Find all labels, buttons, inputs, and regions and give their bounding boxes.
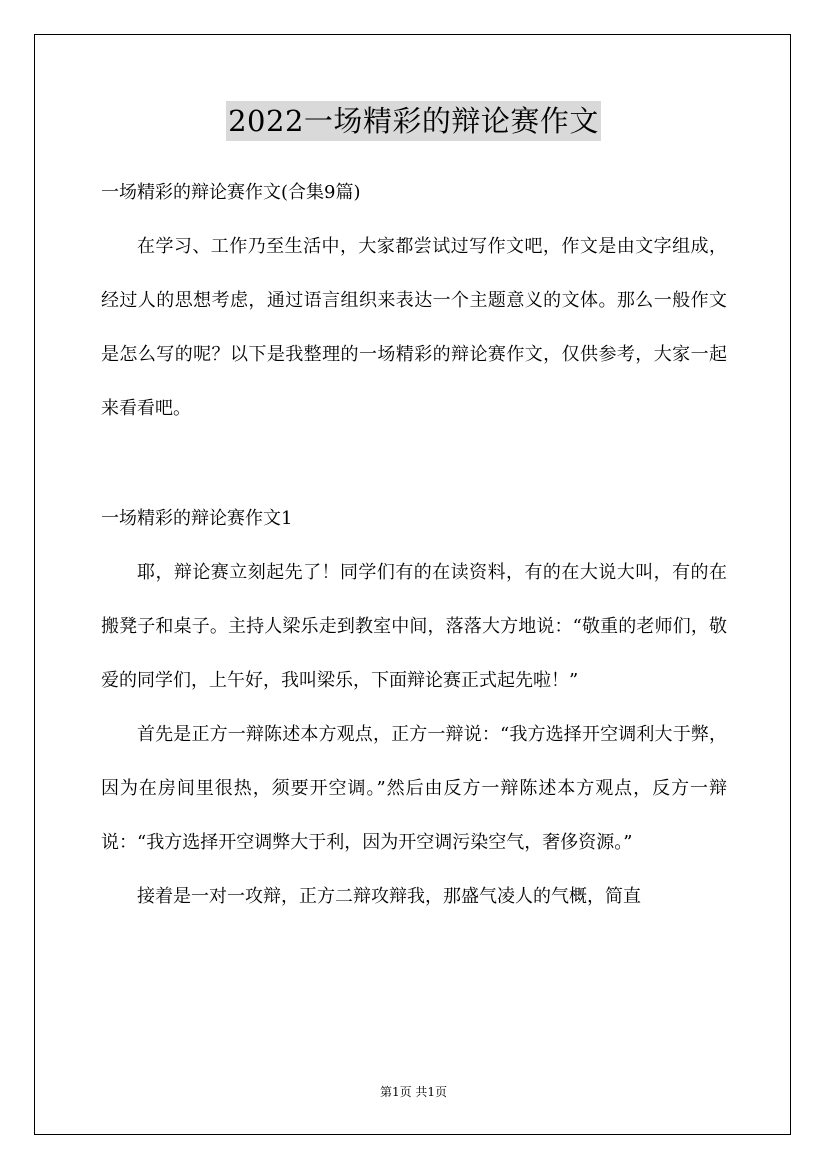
page-footer: 第1页 共1页 bbox=[379, 1085, 448, 1099]
essay-paragraph-2: 首先是正方一辩陈述本方观点，正方一辩说：“我方选择开空调利大于弊，因为在房间里很热，须要开空调。”然后由反方一辩陈述本方观点，反方一辩说：“我方选择开空调弊大于利，因为开空调污染空气，奢侈资源。” bbox=[101, 724, 727, 853]
document-title: 2022一场精彩的辩论赛作文 bbox=[226, 101, 601, 141]
section-heading: 一场精彩的辩论赛作文1 bbox=[101, 508, 293, 529]
intro-section bbox=[101, 220, 727, 436]
essay-paragraph-1: 耶，辩论赛立刻起先了！同学们有的在读资料，有的在大说大叫，有的在搬凳子和桌子。主持人梁乐走到教室中间，落落大方地说：“敬重的老师们，敬爱的同学们，上午好，我叫梁乐，下面辩论赛正式起先啦！” bbox=[101, 562, 727, 691]
title-area bbox=[0, 101, 827, 141]
essay-paragraph-3: 接着是一对一攻辩，正方二辩攻辩我，那盛气凌人的气概，简直 bbox=[137, 886, 641, 907]
intro-paragraph: 在学习、工作乃至生活中，大家都尝试过写作文吧，作文是由文字组成，经过人的思想考虑，通过语言组织来表达一个主题意义的文体。那么一般作文是怎么写的呢？以下是我整理的一场精彩的辩论赛作文，仅供参考，大家一起来看看吧。 bbox=[101, 236, 727, 419]
essay-body bbox=[101, 546, 727, 924]
document-subtitle: 一场精彩的辩论赛作文(合集9篇) bbox=[101, 182, 361, 203]
